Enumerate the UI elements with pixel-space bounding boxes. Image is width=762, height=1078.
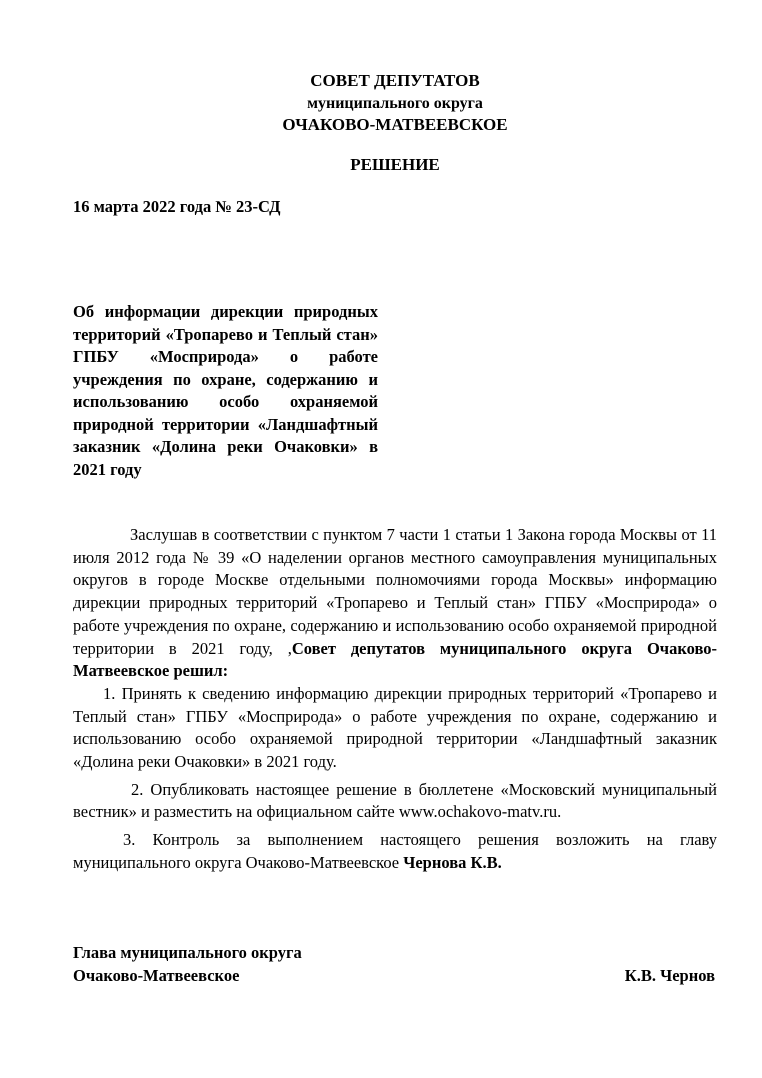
council-title: СОВЕТ ДЕПУТАТОВ [310, 71, 480, 90]
signature-name: К.В. Чернов [624, 966, 715, 985]
intro-paragraph [73, 524, 717, 683]
item-3 [73, 829, 717, 874]
district-name: ОЧАКОВО-МАТВЕЕВСКОЕ [282, 115, 508, 134]
decision-body [73, 524, 717, 875]
district-type: муниципального округа [307, 95, 483, 112]
signature-title-2: Очаково-Матвеевское [73, 966, 240, 985]
signature-title-1: Глава муниципального округа [73, 943, 302, 962]
subject-block: Об информации дирекции природных территорий «Тропарево и Теплый стан» ГПБУ «Мосприрода» о работе учреждения по охране, содержанию и использованию особо охраняемой природной территории «Ландшафтный заказник «Долина реки Очаковки» в 2021 году [73, 302, 378, 479]
document-type: РЕШЕНИЕ [350, 155, 440, 174]
intro-resolution: Совет депутатов муниципального округа Очаково-Матвеевское решил: [73, 638, 718, 681]
date-number: 16 марта 2022 года № 23-СД [73, 197, 281, 216]
item-2: 2. Опубликовать настоящее решение в бюллетене «Московский муниципальный вестник» и разместить на официальном сайте www.ochakovo-matv.ru. [73, 779, 717, 822]
item-1: 1. Принять к сведению информацию дирекции природных территорий «Тропарево и Теплый стан» ГПБУ «Мосприрода» о работе учреждения по охране, содержанию и использованию особо охраняемой природной территории «Ландшафтный заказник «Долина реки Очаковки» в 2021 году. [73, 683, 717, 772]
signature-block [73, 941, 717, 987]
item-3-text: 3. Контроль за выполнением настоящего решения возложить на главу муниципального округа Очаково-Матвеевское [73, 830, 717, 872]
intro-text: Заслушав в соответствии с пунктом 7 части 1 статьи 1 Закона города Москвы от 11 июля 2012 года № 39 «О наделении органов местного самоуправления муниципальных округов в городе Москве отдельными полномочиями города Москвы» информацию дирекции природных территорий «Тропарево и Теплый стан» ГПБУ «Мосприрода» о работе учреждения по охране, содержанию и использованию особо охраняемой природной территории в 2021 году, , [73, 525, 717, 658]
item-3-name: Чернова К.В. [403, 852, 502, 872]
